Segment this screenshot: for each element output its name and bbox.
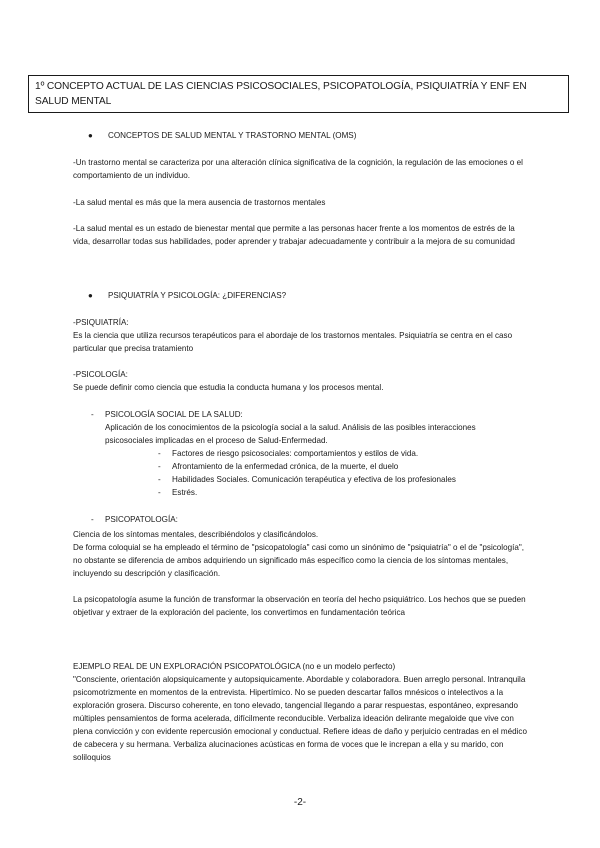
psicopatologia-text-3: La psicopatología asume la función de transformar la observación en teoría del hecho psiquiátrico. Los hechos que se pueden objetivar y extraer de la exploración del paciente, los convertimos en fundamentación teórica (73, 595, 526, 617)
section1-heading: CONCEPTOS DE SALUD MENTAL Y TRASTORNO MENTAL (OMS) (108, 131, 357, 140)
section1-paragraph-2: -La salud mental es más que la mera ausencia de trastornos mentales (73, 198, 326, 207)
psicopatologia-heading-row (91, 513, 178, 526)
bullet-icon: ● (88, 291, 93, 300)
psiquiatria-label: -PSIQUIATRÍA: (73, 318, 129, 327)
list-item-text: Factores de riesgo psicosociales: comportamientos y estilos de vida. (172, 449, 419, 458)
psicologia-label: -PSICOLOGÍA: (73, 370, 128, 379)
psicologia-social-text: Aplicación de los conocimientos de la psicología social a la salud. Análisis de las posibles interacciones psicosociales implicadas en el proceso de Salud-Enfermedad. (105, 423, 476, 445)
bullet-icon: ● (88, 131, 93, 140)
section1-paragraph-3: -La salud mental es un estado de bienestar mental que permite a las personas hacer frente a los momentos de estrés de la vida, desarrollar todas sus habilidades, poder aprender y trabajar adecuadamente y contribuir a la mejora de su comunidad (73, 224, 515, 246)
psiquiatria-text: Es la ciencia que utiliza recursos terapéuticos para el abordaje de los trastornos mentales. Psiquiatría se centra en el caso particular que precisa tratamiento (73, 331, 513, 353)
psicologia-text: Se puede definir como ciencia que estudia la conducta humana y los procesos mental. (73, 383, 384, 392)
psicopatologia-text-2: De forma coloquial se ha empleado el término de "psicopatología" casi como un sinónimo de "psiquiatría" o el de "psicología", no obstante se diferencia de ambos adquiriendo un significado más específico como la ciencia de los síntomas mentales, incluyendo su descripción y clasificación. (73, 543, 524, 578)
dash-marker: - (91, 515, 94, 524)
list-item-text: Habilidades Sociales. Comunicación terapéutica y efectiva de los profesionales (172, 475, 456, 484)
section1-heading-row (88, 129, 356, 142)
dash-marker: - (158, 449, 161, 458)
list-item (158, 460, 398, 473)
list-item (158, 486, 197, 499)
section1-paragraph-1: -Un trastorno mental se caracteriza por una alteración clínica significativa de la cognición, la regulación de las emociones o el comportamiento de un individuo. (73, 158, 523, 180)
dash-marker: - (158, 488, 161, 497)
psicopatologia-label: PSICOPATOLOGÍA: (105, 515, 178, 524)
list-item-text: Afrontamiento de la enfermedad crónica, de la muerte, el duelo (172, 462, 399, 471)
dash-marker: - (158, 475, 161, 484)
page-title: 1º CONCEPTO ACTUAL DE LAS CIENCIAS PSICOSOCIALES, PSICOPATOLOGÍA, PSIQUIATRÍA Y ENF EN SALUD MENTAL (28, 75, 569, 113)
dash-marker: - (91, 410, 94, 419)
psicologia-social-heading-row (91, 408, 243, 421)
list-item (158, 473, 456, 486)
example-heading: EJEMPLO REAL DE UN EXPLORACIÓN PSICOPATOLÓGICA (no e un modelo perfecto) (73, 662, 396, 671)
psicopatologia-text-1: Ciencia de los síntomas mentales, describiéndolos y clasificándolos. (73, 530, 319, 539)
list-item (158, 447, 418, 460)
example-text: "Consciente, orientación alopsiquicamente y autopsiquicamente. Abordable y colaboradora. Buen arreglo personal. Intranquila psicomotrizmente en momentos de la entrevista. Hipertímico. No se pueden descartar fallos mnésicos o intelectivos a la exploración grosera. Discurso coherente, en tono elevado, tangencial llegando a parar respuestas, espontáneo, expresando múltiples pensamientos de forma acelerada, difícilmente reconducible. Verbaliza ideación delirante megaloide que vive con plena convicción y con evidente repercusión emocional y conductual. Refiere ideas de daño y perjuicio centradas en el médico de cabecera y su hermana. Verbaliza alucinaciones acústicas en forma de voces que le increpan a ella y su marido, con soliloquios (73, 675, 527, 762)
page-number: -2- (293, 797, 307, 808)
list-item-text: Estrés. (172, 488, 198, 497)
section2-heading: PSIQUIATRÍA Y PSICOLOGÍA: ¿DIFERENCIAS? (108, 291, 287, 300)
dash-marker: - (158, 462, 161, 471)
section2-heading-row (88, 289, 286, 302)
psicologia-social-label: PSICOLOGÍA SOCIAL DE LA SALUD: (105, 410, 243, 419)
